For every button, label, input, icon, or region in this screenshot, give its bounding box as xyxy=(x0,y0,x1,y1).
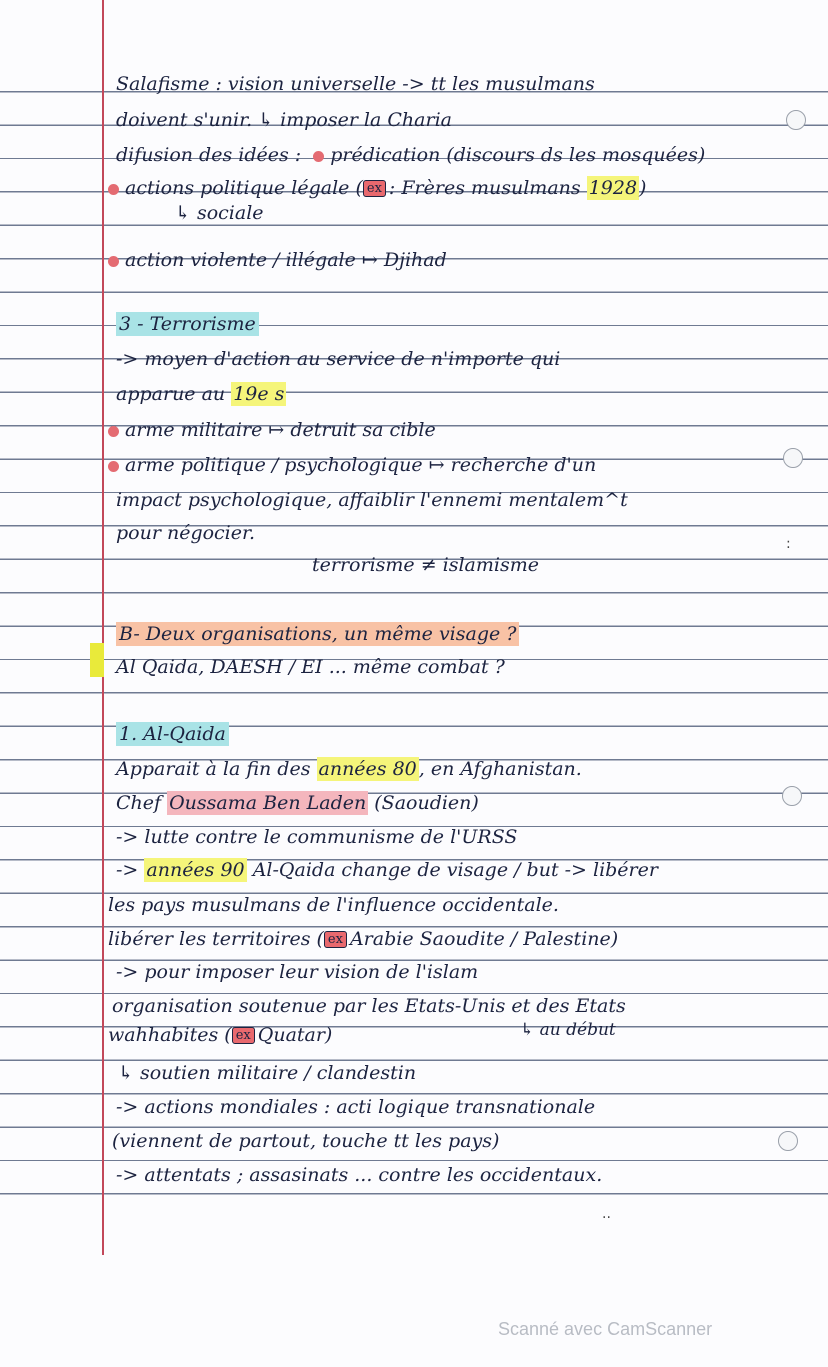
note-line: doivent s'unir. ↳ imposer la Charia xyxy=(116,109,452,131)
note-text: -> xyxy=(116,859,139,881)
note-line: (viennent de partout, touche tt les pays) xyxy=(112,1130,500,1152)
highlight-decade: années 80 xyxy=(318,758,417,780)
scanner-watermark: Scanné avec CamScanner xyxy=(498,1319,713,1339)
note-line: -> lutte contre le communisme de l'URSS xyxy=(116,826,518,848)
note-text: (Saoudien) xyxy=(374,792,479,814)
section-heading xyxy=(116,622,519,646)
highlight-century: 19e s xyxy=(233,383,285,405)
note-line: -> pour imposer leur vision de l'islam xyxy=(116,961,479,983)
note-line: pour négocier. xyxy=(116,522,256,544)
note-line xyxy=(108,176,646,200)
section-heading xyxy=(116,722,229,746)
margin-line xyxy=(102,0,104,1255)
note-text: action violente / illégale ↦ Djihad xyxy=(125,249,447,271)
highlight-year: 1928 xyxy=(588,177,638,199)
bullet-icon xyxy=(108,256,119,267)
note-line xyxy=(108,1023,332,1047)
example-badge: ex xyxy=(324,931,347,948)
note-text: difusion des idées : xyxy=(116,144,302,166)
note-text: Arabie Saoudite / Palestine) xyxy=(349,928,619,950)
example-badge: ex xyxy=(232,1027,255,1044)
bullet-icon xyxy=(108,461,119,472)
note-text: arme militaire ↦ detruit sa cible xyxy=(125,419,436,441)
margin-highlight-mark xyxy=(90,643,104,677)
note-line xyxy=(108,453,596,477)
note-text: , en Afghanistan. xyxy=(418,758,582,780)
binder-hole xyxy=(782,786,802,806)
highlight-decade: années 90 xyxy=(146,859,245,881)
note-line xyxy=(116,143,705,167)
bullet-icon xyxy=(313,151,324,162)
note-text: Apparait à la fin des xyxy=(116,758,311,780)
note-line xyxy=(116,858,658,882)
note-text: arme politique / psychologique ↦ recherche d'un xyxy=(125,454,597,476)
example-badge: ex xyxy=(363,180,386,197)
note-line: impact psychologique, affaiblir l'ennemi mentalem^t xyxy=(116,489,628,511)
binder-hole xyxy=(786,110,806,130)
note-line xyxy=(116,791,479,815)
note-line xyxy=(108,248,447,272)
note-text: libérer les territoires ( xyxy=(108,928,324,950)
note-line xyxy=(108,418,436,442)
binder-hole xyxy=(783,448,803,468)
note-line xyxy=(116,382,286,406)
note-line xyxy=(108,927,618,951)
note-text: : Frères musulmans xyxy=(388,177,581,199)
note-text: prédication (discours ds les mosquées) xyxy=(330,144,706,166)
note-text: wahhabites ( xyxy=(108,1024,232,1046)
note-text: Quatar) xyxy=(257,1024,333,1046)
page-bottom-area xyxy=(0,1215,828,1367)
note-line: -> attentats ; assasinats ... contre les occidentaux. xyxy=(116,1164,603,1186)
note-line xyxy=(116,757,582,781)
note-line: -> actions mondiales : acti logique transnationale xyxy=(116,1096,596,1118)
bullet-icon xyxy=(108,426,119,437)
heading-text: 3 - Terrorisme xyxy=(116,312,259,336)
note-text: Al-Qaida change de visage / but -> libérer xyxy=(252,859,658,881)
note-line: Salafisme : vision universelle -> tt les musulmans xyxy=(116,73,595,95)
note-text: actions politique légale ( xyxy=(125,177,363,199)
note-text: apparue au xyxy=(116,383,226,405)
heading-text: 1. Al-Qaida xyxy=(116,722,229,746)
note-line: Al Qaida, DAESH / EI ... même combat ? xyxy=(116,656,505,678)
note-text: Chef xyxy=(116,792,162,814)
pen-mark: : xyxy=(786,536,791,552)
note-line: ↳ soutien militaire / clandestin xyxy=(118,1062,417,1084)
note-text: ) xyxy=(639,177,647,199)
pen-mark: ·· xyxy=(602,1210,611,1226)
note-line: -> moyen d'action au service de n'importe qui xyxy=(116,348,561,370)
binder-hole xyxy=(778,1131,798,1151)
note-line: ↳ sociale xyxy=(175,202,264,224)
bullet-icon xyxy=(108,184,119,195)
note-annotation: ↳ au début xyxy=(520,1020,616,1040)
note-line: organisation soutenue par les Etats-Unis et des Etats xyxy=(112,995,626,1017)
heading-text: B- Deux organisations, un même visage ? xyxy=(116,622,519,646)
note-line: les pays musulmans de l'influence occidentale. xyxy=(108,894,559,916)
section-heading xyxy=(116,312,259,336)
highlight-name: Oussama Ben Laden xyxy=(169,792,367,814)
note-line: terrorisme ≠ islamisme xyxy=(312,554,539,576)
